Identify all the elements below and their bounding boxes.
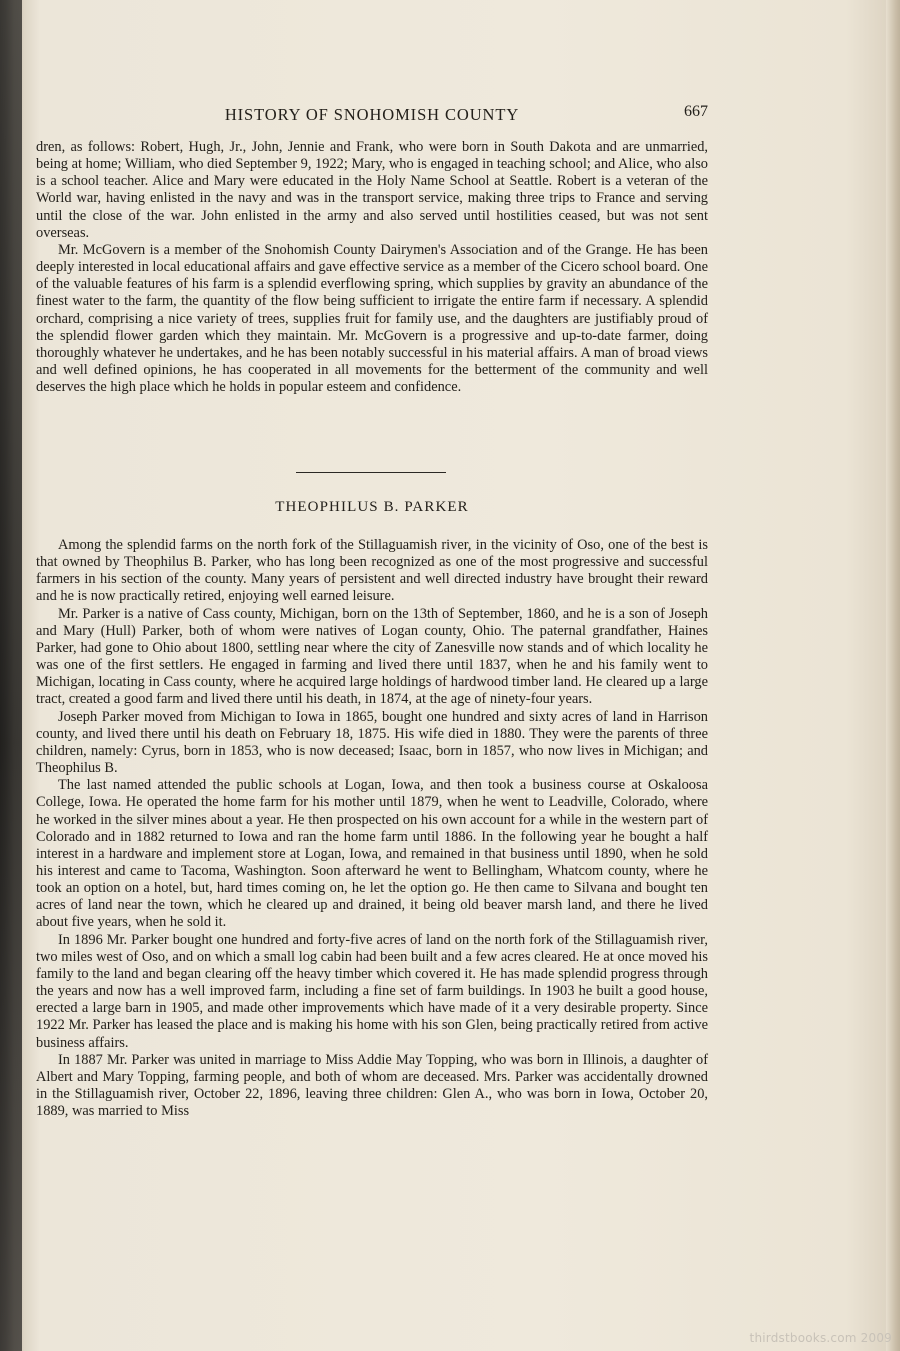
paragraph: In 1887 Mr. Parker was united in marriage to Miss Addie May Topping, who was born in Illinois, a daughter of Albert and Mary Topping, farming people, and both of whom are deceased. Mrs. Parker was accidentally drowned in the Stillaguamish river, October 22, 1896, leaving three children: Glen A., who was born in Iowa, October 20, 1889, was married to Miss (36, 1051, 708, 1120)
paragraph: The last named attended the public schools at Logan, Iowa, and then took a business course at Oskaloosa College, Iowa. He operated the home farm for his mother until 1879, when he went to Leadville, Colorado, where he worked in the silver mines about a year. He then prospected on his own account for a while in the western part of Colorado and in 1882 returned to Iowa and ran the home farm until 1886. In the following year he bought a half interest in a hardware and implement store at Logan, Iowa, and remained in that business until 1890, when he sold his interest and came to Tacoma, Washington. Soon afterward he went to Bellingham, Whatcom county, where he took an option on a hotel, but, hard times coming on, he let the option go. He then came to Silvana and bought ten acres of land near the town, which he cleared up and drained, it being old beaver marsh land, and there he lived about five years, when he sold it. (36, 777, 708, 931)
page-edge (886, 0, 900, 1351)
binding-shadow (0, 0, 22, 1351)
paragraph: Among the splendid farms on the north fork of the Stillaguamish river, in the vicinity of Oso, one of the best is that owned by Theophilus B. Parker, who has long been recognized as one of the most progressive and successful farmers in his section of the county. Many years of persistent and well directed industry have brought their reward and he is now practically retired, enjoying well earned leisure. (36, 537, 708, 605)
paragraph: Mr. McGovern is a member of the Snohomish County Dairymen's Association and of the Grange. He has been deeply interested in local educational affairs and gave effective service as a member of the Cicero school board. One of the valuable features of his farm is a splendid everflowing spring, which supplies by gravity an abundance of the finest water to the farm, the quantity of the flow being sufficient to irrigate the entire farm if necessary. A splendid orchard, comprising a nice variety of trees, supplies fruit for family use, and the daughters are justifiably proud of the splendid flower garden which they maintain. Mr. McGovern is a progressive and up-to-date farmer, doing thoroughly whatever he undertakes, and he has been notably successful in his material affairs. A man of broad views and well defined opinions, he has cooperated in all movements for the betterment of the community and well deserves the high place which he holds in popular esteem and confidence. (36, 241, 708, 396)
section-title: THEOPHILUS B. PARKER (275, 499, 469, 515)
page-number: 667 (684, 103, 708, 120)
page-header (36, 103, 708, 127)
section-divider (296, 472, 446, 473)
paragraph: dren, as follows: Robert, Hugh, Jr., John, Jennie and Frank, who were born in South Dakota and are unmarried, being at home; William, who died September 9, 1922; Mary, who is engaged in teaching school; and Alice, who also is a school teacher. Alice and Mary were educated in the Holy Name School at Seattle. Robert is a veteran of the World war, having enlisted in the navy and was in the transport service, making three trips to France and serving until the close of the war. John enlisted in the army and also served until hostilities ceased, but was not sent overseas. (36, 139, 708, 241)
watermark: thirdstbooks.com 2009 (749, 1331, 892, 1345)
parker-section (36, 537, 708, 1120)
paragraph: Mr. Parker is a native of Cass county, Michigan, born on the 13th of September, 1860, and he is a son of Joseph and Mary (Hull) Parker, both of whom were natives of Logan county, Ohio. The paternal grandfather, Haines Parker, had gone to Ohio about 1800, settling near where the city of Zanesville now stands and of which locality he was one of the first settlers. He engaged in farming and lived there until 1837, when he and his family went to Michigan, locating in Cass county, where he acquired large holdings of hardwood timber land. He cleared up a large tract, created a good farm and lived there until his death, in 1874, at the age of ninety-four years. (36, 605, 708, 708)
paragraph: Joseph Parker moved from Michigan to Iowa in 1865, bought one hundred and sixty acres of land in Harrison county, and lived there until his death on February 18, 1875. His wife died in 1880. They were the parents of three children, namely: Cyrus, born in 1853, who is now deceased; Isaac, born in 1857, who now lives in Michigan; and Theophilus B. (36, 708, 708, 777)
running-title: HISTORY OF SNOHOMISH COUNTY (224, 105, 520, 124)
paragraph: In 1896 Mr. Parker bought one hundred and forty-five acres of land on the north fork of the Stillaguamish river, two miles west of Oso, and on which a small log cabin had been built and a few acres cleared. He at once moved his family to the land and began clearing off the heavy timber which covered it. He has made splendid progress through the years and now has a well improved farm, including a fine set of farm buildings. In 1903 he built a good house, erected a large barn in 1905, and made other improvements which have made of it a very desirable property. Since 1922 Mr. Parker has leased the place and is making his home with his son Glen, being practically retired from active business affairs. (36, 931, 708, 1051)
mcgovern-section (36, 139, 708, 396)
